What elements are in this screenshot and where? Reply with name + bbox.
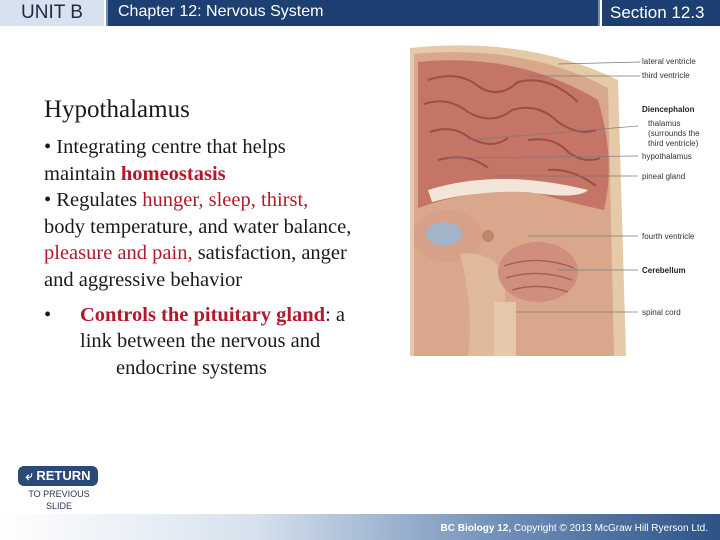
bullet-3-line-2: link between the nervous and — [80, 330, 321, 353]
bullet-2-text: • Regulates — [44, 189, 143, 212]
return-label: RETURN — [36, 468, 91, 483]
homeostasis-term: homeostasis — [120, 162, 226, 185]
label-lateral-ventricle: lateral ventricle — [642, 57, 696, 66]
bullet-1-line-1: • Integrating centre that helps — [44, 136, 286, 158]
bullet-3-rest: : a — [325, 303, 346, 326]
label-fourth-ventricle: fourth ventricle — [642, 232, 695, 241]
bullet-2-line-3-rest: satisfaction, anger — [192, 242, 347, 265]
return-caption — [14, 488, 104, 512]
label-third-ventricle: third ventricle — [642, 71, 690, 80]
footer-copyright-text: Copyright © 2013 McGraw Hill Ryerson Ltd. — [511, 523, 708, 534]
bullet-2-line-1 — [44, 187, 414, 214]
slide-content — [44, 96, 414, 381]
label-thalamus-note-1: (surrounds the — [648, 129, 700, 138]
label-pineal-gland: pineal gland — [642, 172, 686, 181]
bullet-3-marker: • — [44, 303, 52, 326]
footer-book-title: BC Biology 12, — [440, 523, 512, 534]
footer-bar — [0, 514, 720, 540]
section-label: Section 12.3 — [600, 0, 720, 26]
pleasure-pain-term: pleasure and pain, — [44, 242, 193, 265]
bullet-list — [44, 134, 414, 381]
label-thalamus: thalamus — [648, 119, 681, 128]
label-hypothalamus: hypothalamus — [642, 152, 692, 161]
bullet-1-text: maintain — [44, 162, 121, 185]
slide-title: Hypothalamus — [44, 96, 190, 123]
regulated-needs: hunger, sleep, thirst, — [142, 189, 309, 212]
header-bar — [0, 0, 720, 26]
label-spinal-cord: spinal cord — [642, 308, 681, 317]
bullet-3-line-1 — [44, 302, 414, 329]
label-cerebellum: Cerebellum — [642, 266, 686, 275]
bullet-1-line-2 — [44, 161, 414, 188]
return-caption-line-2: SLIDE — [45, 501, 72, 511]
return-caption-line-1: TO PREVIOUS — [28, 489, 90, 499]
chapter-title: Chapter 12: Nervous System — [108, 0, 598, 26]
return-button[interactable] — [18, 466, 98, 486]
bullet-2-line-3 — [44, 240, 414, 267]
bullet-2-line-2: body temperature, and water balance, — [44, 215, 352, 238]
label-thalamus-note-2: third ventricle) — [648, 139, 699, 148]
return-arrow-icon: ⤶ — [25, 468, 33, 483]
label-diencephalon: Diencephalon — [642, 105, 695, 114]
brain-diagram — [408, 40, 720, 356]
bullet-3-line-3: endocrine systems — [116, 356, 267, 379]
brain-illustration — [408, 40, 720, 356]
pituitary-term: Controls the pituitary gland — [80, 303, 326, 326]
unit-label: UNIT B — [0, 0, 106, 26]
footer-copyright — [441, 523, 708, 534]
bullet-2-line-4: and aggressive behavior — [44, 268, 243, 291]
